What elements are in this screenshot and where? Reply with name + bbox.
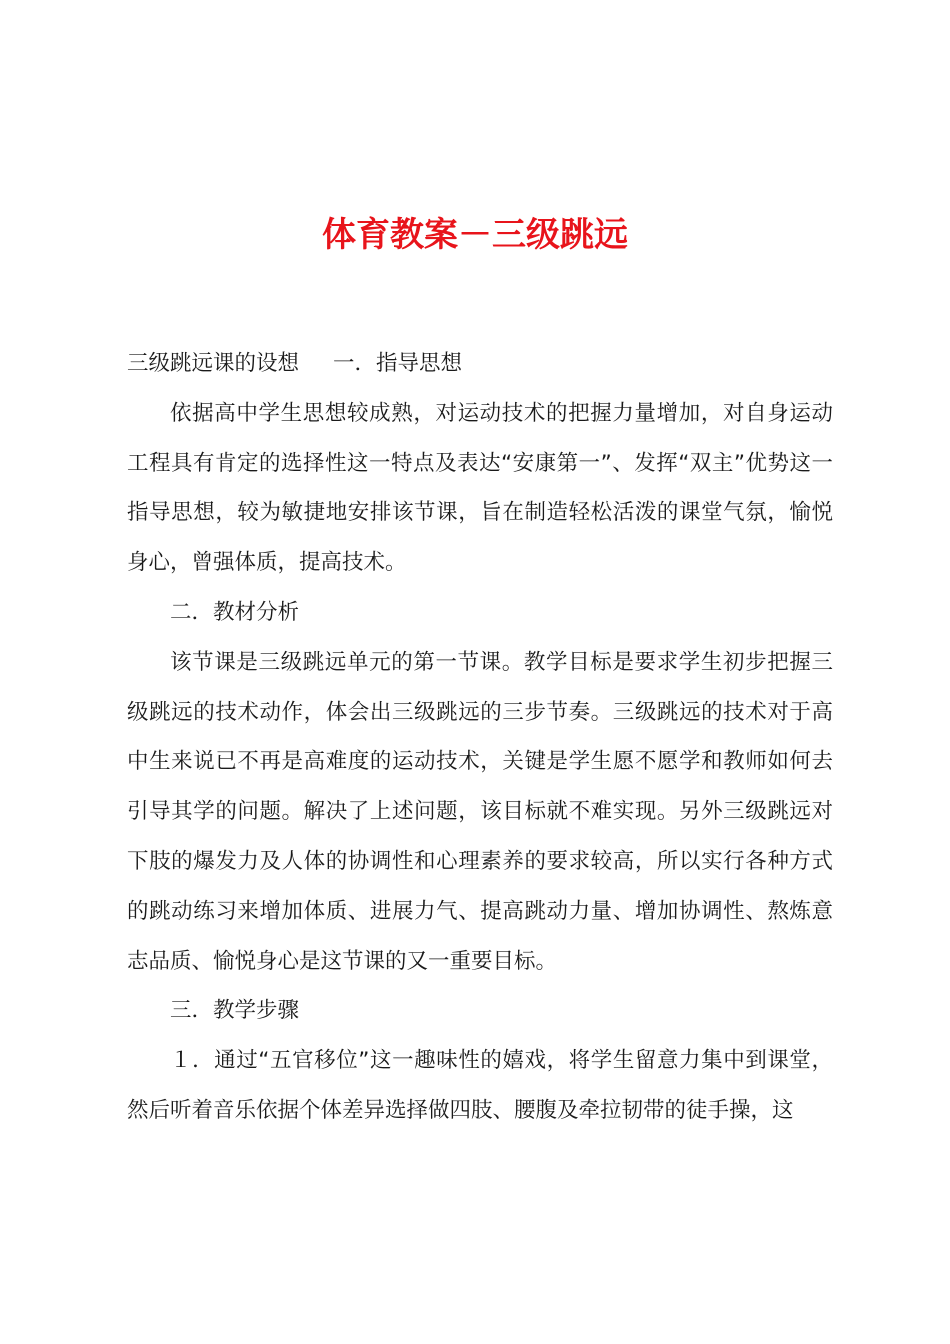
- intro-heading-part2: 一．指导思想: [333, 351, 463, 376]
- document-title: 体育教案－三级跳远: [322, 215, 628, 255]
- document-body: [127, 339, 833, 1136]
- section-heading-teaching-steps: 三．教学步骤: [170, 998, 300, 1024]
- section-heading-material-analysis: 二．教材分析: [170, 599, 300, 625]
- intro-heading-part1: 三级跳远课的设想: [127, 351, 300, 376]
- paragraph-guiding-thought: 依据高中学生思想较成熟，对运动技术的把握力量增加，对自身运动工程具有肯定的选择性这一特点及表达“安康第一”、发挥“双主”优势这一指导思想，较为敏捷地安排该节课，旨在制造轻松活泼的课堂气氛，愉悦身心，曾强体质，提高技术。: [127, 400, 833, 576]
- paragraph-material-analysis: 该节课是三级跳远单元的第一节课。教学目标是要求学生初步把握三级跳远的技术动作，体会出三级跳远的三步节奏。三级跳远的技术对于高中生来说已不再是高难度的运动技术，关键是学生愿不愿学和教师如何去引导其学的问题。解决了上述问题，该目标就不难实现。另外三级跳远对下肢的爆发力及人体的协调性和心理素养的要求较高，所以实行各种方式的跳动练习来增加体质、进展力气、提高跳动力量、增加协调性、熬炼意志品质、愉悦身心是这节课的又一重要目标。: [127, 649, 833, 974]
- intro-heading-line: [127, 339, 833, 389]
- paragraph-step-one: １．通过“五官移位”这一趣味性的嬉戏，将学生留意力集中到课堂，然后听着音乐依据个体差异选择做四肢、腰腹及牵拉韧带的徒手操，这: [127, 1048, 833, 1123]
